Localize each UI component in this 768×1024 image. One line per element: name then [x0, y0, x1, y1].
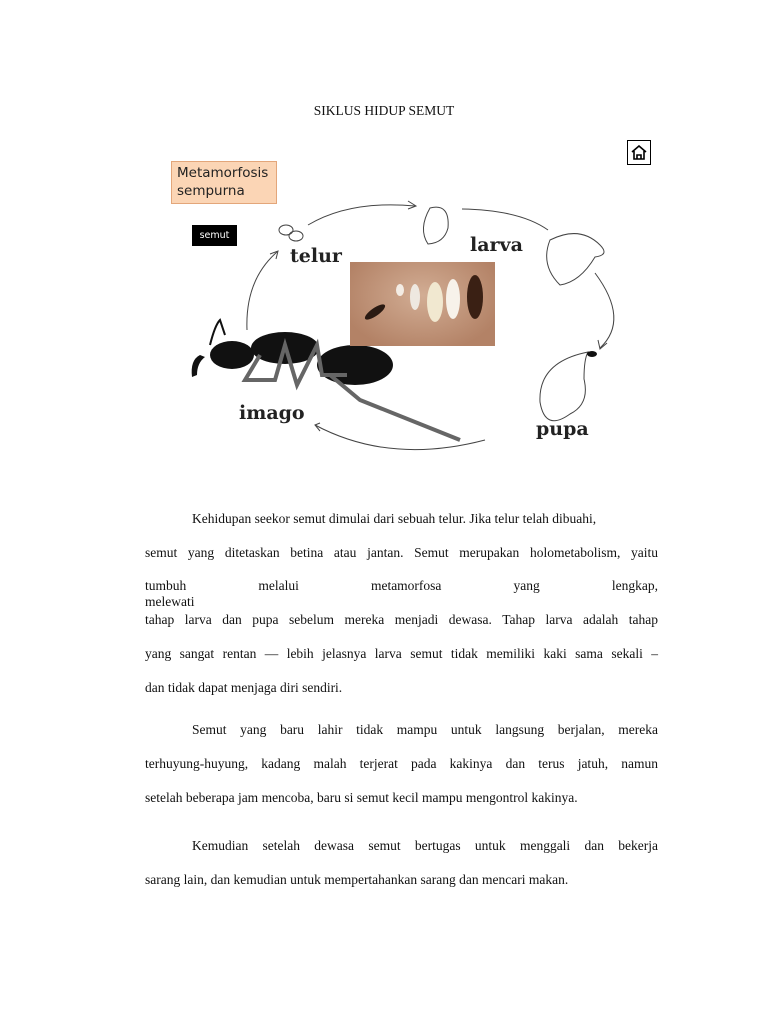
text-line: tahap larva dan pupa sebelum mereka menjadi dewasa. Tahap larva adalah tahap — [145, 612, 658, 627]
stage-telur: telur — [290, 245, 342, 267]
larva-large — [547, 234, 604, 285]
text-line: setelah beberapa jam mencoba, baru si semut kecil mampu mengontrol kakinya. — [145, 790, 578, 805]
stage-larva: larva — [470, 234, 523, 256]
pupa-shape — [540, 352, 588, 421]
stage-imago: imago — [239, 402, 305, 424]
home-icon — [631, 145, 647, 160]
text-line: Semut yang baru lahir tidak mampu untuk langsung berjalan, mereka — [192, 722, 658, 737]
home-button[interactable] — [627, 140, 651, 165]
arrow-imago-telur — [247, 252, 277, 330]
page-title: SIKLUS HIDUP SEMUT — [313, 103, 455, 118]
text-line: Kemudian setelah dewasa semut bertugas untuk menggali dan bekerja — [192, 838, 658, 853]
semut-tag: semut — [192, 225, 237, 246]
stage-pupa: pupa — [536, 418, 589, 440]
arrow-telur-larva — [308, 205, 415, 225]
text-line: Kehidupan seekor semut dimulai dari sebuah telur. Jika telur telah dibuahi, — [192, 511, 597, 526]
text-line: tumbuh melalui metamorfosa yang lengkap, melewati — [145, 578, 658, 609]
text-line: dan tidak dapat menjaga diri sendiri. — [145, 680, 343, 695]
arrow-larva-larva — [462, 209, 548, 230]
ant-lifecycle-photo — [350, 262, 495, 346]
text-line: terhuyung-huyung, kadang malah terjerat pada kakinya dan terus jatuh, namun — [145, 756, 658, 771]
metamorfosis-label: Metamorfosis sempurna — [171, 161, 277, 204]
text-line: semut yang ditetaskan betina atau jantan. Semut merupakan holometabolism, yaitu — [145, 545, 658, 560]
text-line: sarang lain, dan kemudian untuk mempertahankan sarang dan mencari makan. — [145, 872, 569, 887]
larva-small — [423, 207, 448, 244]
text-line: yang sangat rentan — lebih jelasnya larva semut tidak memiliki kaki sama sekali – — [145, 646, 658, 661]
arrow-pupa-imago — [315, 425, 485, 450]
arrow-larva-pupa — [595, 273, 614, 348]
